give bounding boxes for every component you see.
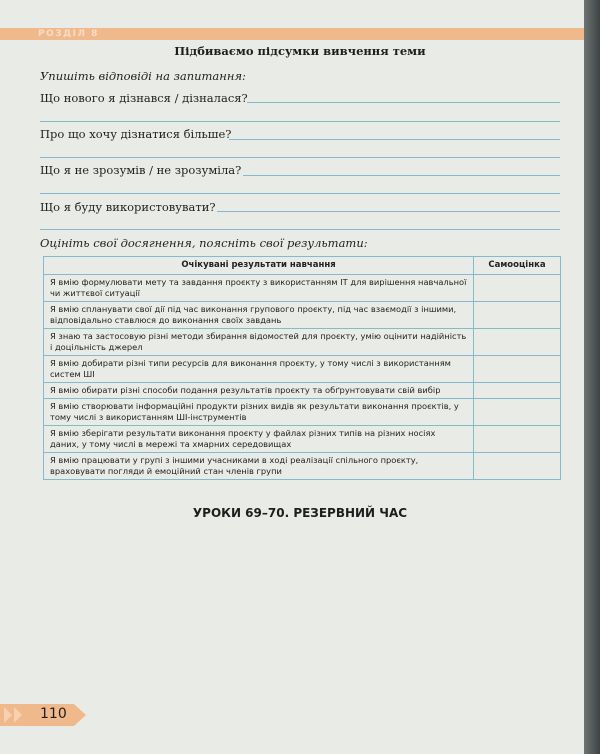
outcome-cell: Я вмію добирати різні типи ресурсів для виконання проєкту, у тому числі з використанням систем ШІ bbox=[44, 356, 474, 383]
question-will-use: Що я буду використовувати? bbox=[40, 200, 216, 214]
answer-line[interactable] bbox=[243, 175, 560, 176]
outcome-cell: Я вмію створювати інформаційні продукти різних видів як результати виконання проєктів, у тому числі з використанням ШІ-інструментів bbox=[44, 399, 474, 426]
page-edge-shadow bbox=[584, 0, 600, 754]
table-row bbox=[44, 275, 561, 302]
self-score-cell[interactable] bbox=[474, 275, 561, 302]
answer-line[interactable] bbox=[40, 121, 560, 122]
self-score-cell[interactable] bbox=[474, 356, 561, 383]
page-number: 110 bbox=[40, 706, 67, 722]
instruction-answer-questions: Упишіть відповіді на запитання: bbox=[40, 69, 246, 83]
outcome-cell: Я вмію спланувати свої дії під час виконання групового проєкту, під час взаємодії з іншими, відповідально ставлюся до виконання своїх завдань bbox=[44, 302, 474, 329]
answer-line[interactable] bbox=[229, 139, 560, 140]
table-row bbox=[44, 383, 561, 399]
section-label: РОЗДІЛ 8 bbox=[38, 29, 99, 39]
table-row bbox=[44, 426, 561, 453]
answer-line[interactable] bbox=[40, 193, 560, 194]
self-score-cell[interactable] bbox=[474, 453, 561, 480]
column-header-outcomes: Очікувані результати навчання bbox=[44, 257, 474, 275]
answer-line[interactable] bbox=[40, 157, 560, 158]
self-score-cell[interactable] bbox=[474, 329, 561, 356]
question-learned: Що нового я дізнався / дізналася? bbox=[40, 91, 248, 105]
question-learn-more: Про що хочу дізнатися більше? bbox=[40, 127, 232, 141]
self-assessment-table bbox=[43, 256, 561, 480]
page-title: Підбиваємо підсумки вивчення теми bbox=[174, 44, 426, 58]
outcome-cell: Я вмію обирати різні способи подання результатів проєкту та обґрунтовувати свій вибір bbox=[44, 383, 474, 399]
outcome-cell: Я знаю та застосовую різні методи збирання відомостей для проєкту, умію оцінити надійність і доцільність джерел bbox=[44, 329, 474, 356]
table-row bbox=[44, 356, 561, 383]
lessons-heading: УРОКИ 69–70. РЕЗЕРВНИЙ ЧАС bbox=[192, 506, 408, 520]
self-score-cell[interactable] bbox=[474, 426, 561, 453]
table-header-row bbox=[44, 257, 561, 275]
answer-line[interactable] bbox=[40, 229, 560, 230]
self-score-cell[interactable] bbox=[474, 399, 561, 426]
outcome-cell: Я вмію формулювати мету та завдання проєкту з використанням ІТ для вирішення навчальної чи життєвої ситуації bbox=[44, 275, 474, 302]
outcome-cell: Я вмію зберігати результати виконання проєкту у файлах різних типів на різних носіях даних, у тому числі в мережі та хмарних середовищах bbox=[44, 426, 474, 453]
self-score-cell[interactable] bbox=[474, 383, 561, 399]
column-header-self-score: Самооцінка bbox=[474, 257, 561, 275]
answer-line[interactable] bbox=[217, 211, 560, 212]
self-score-cell[interactable] bbox=[474, 302, 561, 329]
question-not-understood: Що я не зрозумів / не зрозуміла? bbox=[40, 163, 242, 177]
table-row bbox=[44, 329, 561, 356]
answer-line[interactable] bbox=[247, 102, 560, 103]
outcome-cell: Я вмію працювати у групі з іншими учасниками в ході реалізації спільного проєкту, враховувати погляди й емоційний стан членів групи bbox=[44, 453, 474, 480]
table-row bbox=[44, 453, 561, 480]
instruction-self-assessment: Оцініть свої досягнення, поясніть свої результати: bbox=[40, 236, 368, 250]
table-row bbox=[44, 399, 561, 426]
table-row bbox=[44, 302, 561, 329]
